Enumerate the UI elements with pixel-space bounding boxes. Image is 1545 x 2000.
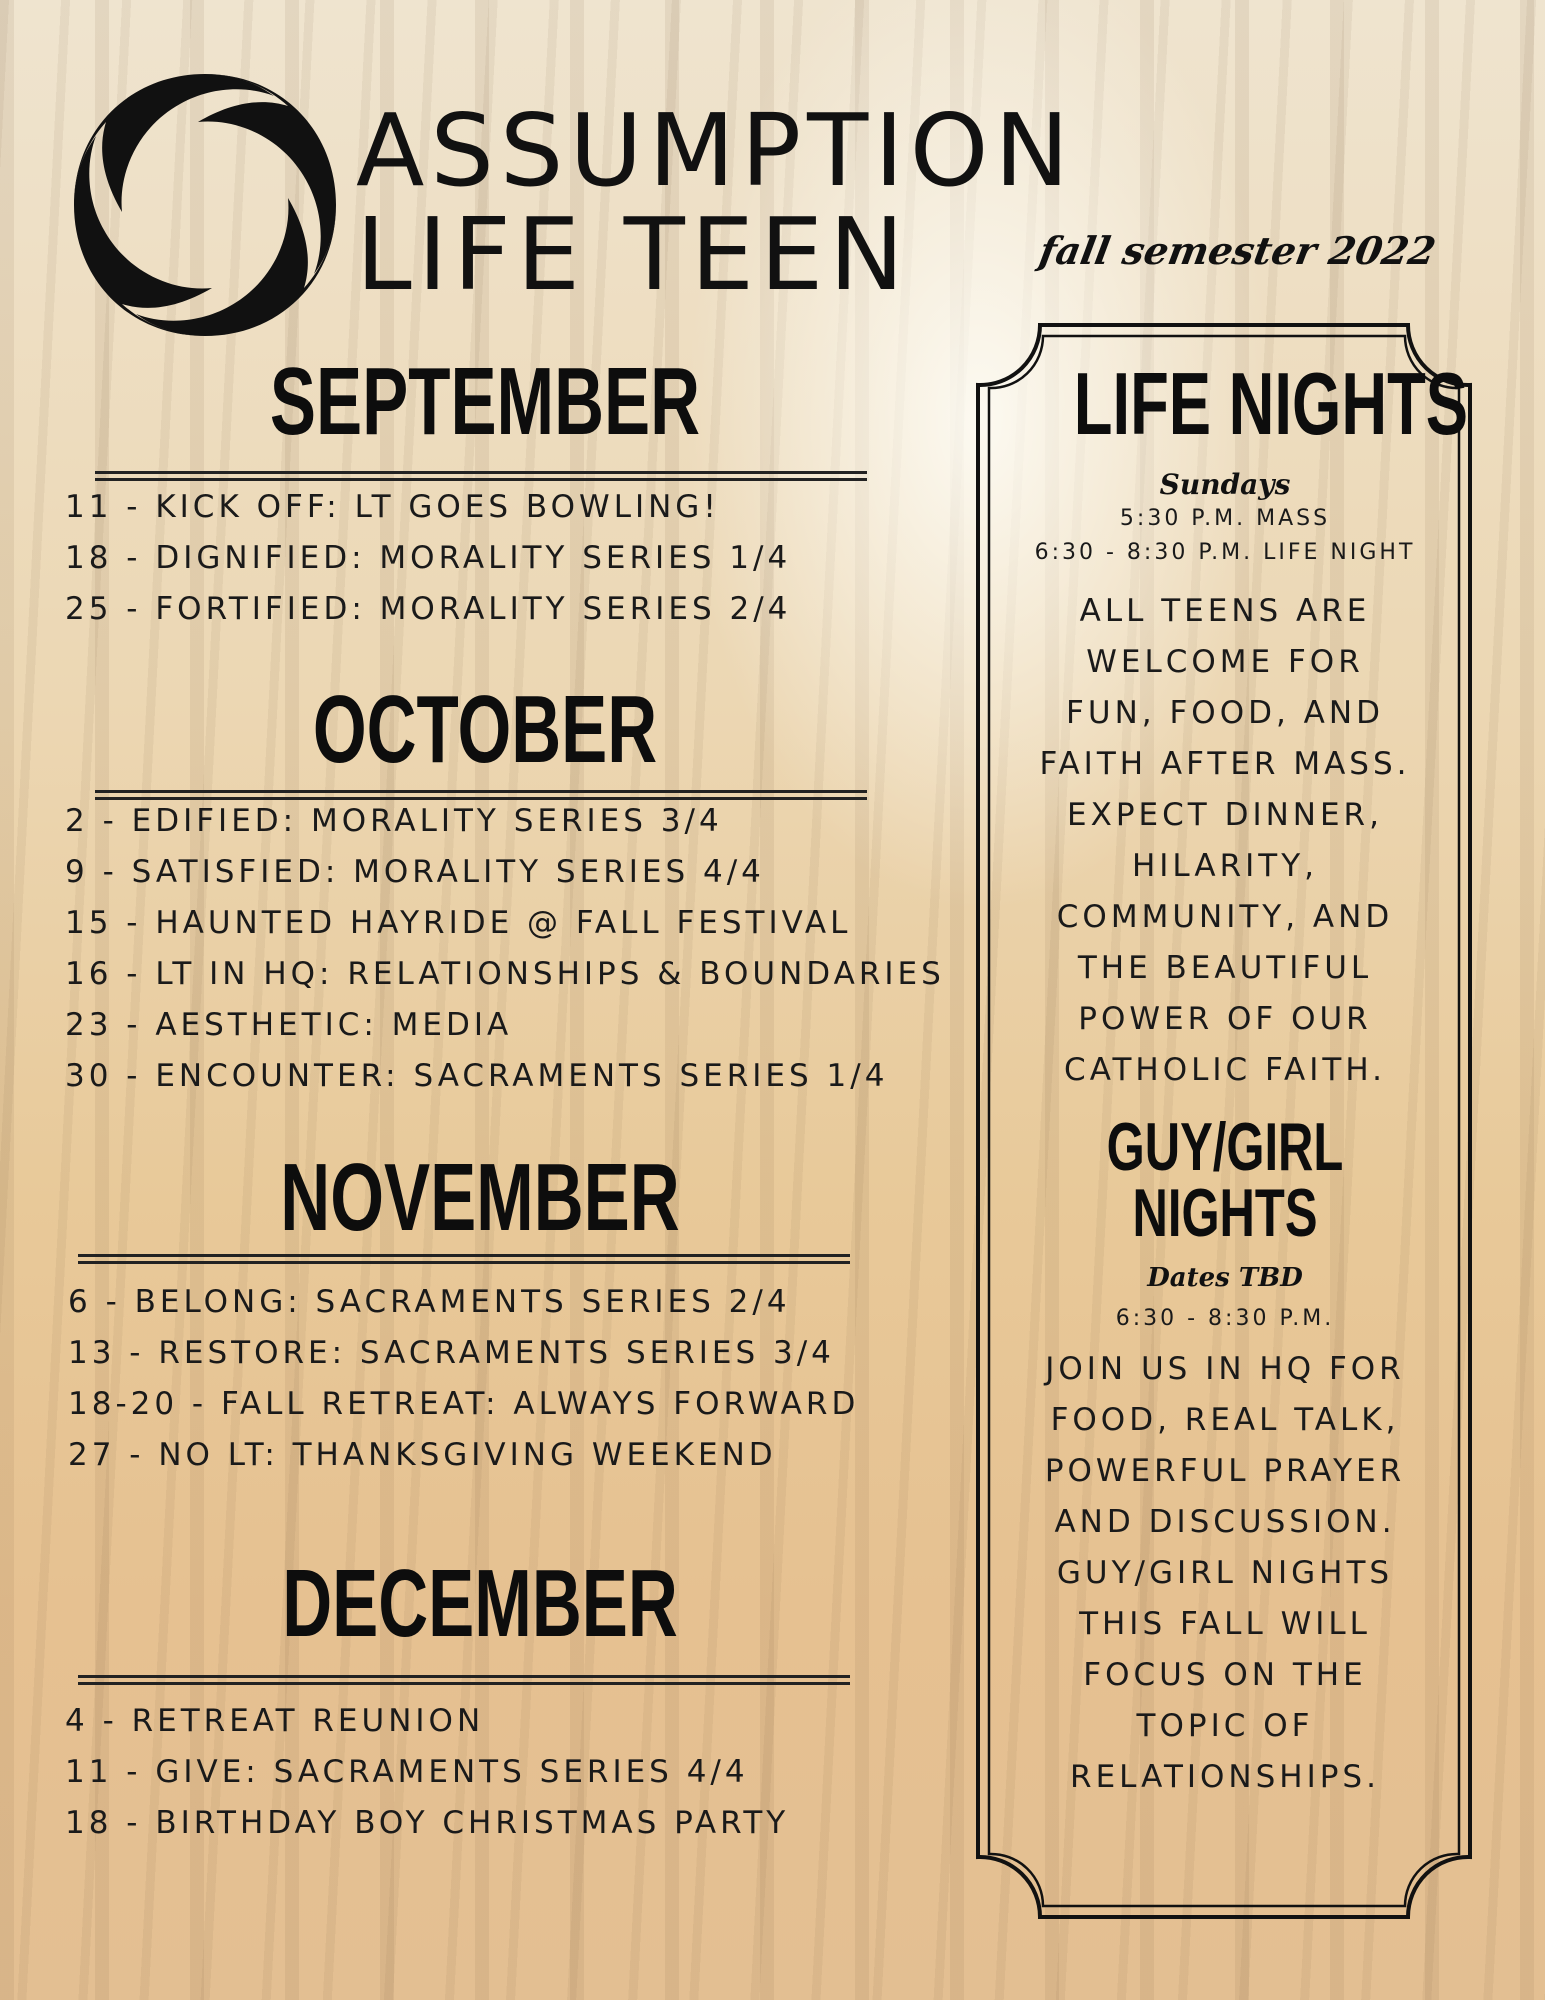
description-line: ALL TEENS ARE (1079, 593, 1371, 629)
divider-november (78, 1254, 850, 1257)
description-line: CATHOLIC FAITH. (1064, 1052, 1386, 1088)
month-heading-november: NOVEMBER (280, 1144, 680, 1251)
event-item: 30 - ENCOUNTER: SACRAMENTS SERIES 1/4 (65, 1058, 889, 1094)
event-list-december (65, 1696, 789, 1849)
event-item: 23 - AESTHETIC: MEDIA (65, 1007, 513, 1043)
life-teen-logo (62, 62, 348, 348)
description-line: AND DISCUSSION. (1054, 1504, 1396, 1540)
life-nights-description (1015, 586, 1435, 1096)
event-list-september (65, 482, 791, 635)
event-list-october (65, 796, 945, 1102)
event-item: 13 - RESTORE: SACRAMENTS SERIES 3/4 (68, 1335, 835, 1371)
description-line: EXPECT DINNER, (1067, 797, 1383, 833)
description-line: FAITH AFTER MASS. (1039, 746, 1411, 782)
description-line: TOPIC OF (1136, 1708, 1314, 1744)
month-heading-october: OCTOBER (312, 676, 658, 783)
guy-girl-nights-title-line1: GUY/GIRL (1106, 1109, 1344, 1185)
description-line: FOOD, REAL TALK, (1050, 1402, 1400, 1438)
event-item: 2 - EDIFIED: MORALITY SERIES 3/4 (65, 803, 723, 839)
event-item: 15 - HAUNTED HAYRIDE @ FALL FESTIVAL (65, 905, 852, 941)
event-item: 9 - SATISFIED: MORALITY SERIES 4/4 (65, 854, 765, 890)
guy-girl-nights-section (1015, 1109, 1435, 1803)
semester-subtitle: fall semester 2022 (1036, 228, 1440, 273)
description-line: COMMUNITY, AND (1056, 899, 1394, 935)
brand-title-line1: ASSUMPTION (356, 92, 1076, 209)
event-item: 18-20 - FALL RETREAT: ALWAYS FORWARD (68, 1386, 860, 1422)
description-line: THE BEAUTIFUL (1077, 950, 1373, 986)
event-item: 4 - RETREAT REUNION (65, 1703, 485, 1739)
event-item: 6 - BELONG: SACRAMENTS SERIES 2/4 (68, 1284, 791, 1320)
description-line: THIS FALL WILL (1079, 1606, 1371, 1642)
guy-girl-nights-time: 6:30 - 8:30 P.M. (1115, 1306, 1335, 1331)
life-nights-day: Sundays (1159, 468, 1291, 501)
divider-september (95, 471, 867, 474)
divider-december (78, 1675, 850, 1678)
life-nights-title: LIFE NIGHTS (1073, 354, 1469, 453)
description-line: FOCUS ON THE (1083, 1657, 1367, 1693)
description-line: RELATIONSHIPS. (1070, 1759, 1380, 1795)
guy-girl-nights-description (1015, 1344, 1435, 1803)
event-item: 11 - KICK OFF: LT GOES BOWLING! (65, 489, 720, 525)
description-line: HILARITY, (1131, 848, 1319, 884)
description-line: FUN, FOOD, AND (1066, 695, 1384, 731)
event-list-november (68, 1277, 859, 1481)
guy-girl-nights-title-line2: NIGHTS (1132, 1175, 1318, 1251)
description-line: WELCOME FOR (1086, 644, 1364, 680)
event-item: 11 - GIVE: SACRAMENTS SERIES 4/4 (65, 1754, 749, 1790)
description-line: POWERFUL PRAYER (1044, 1453, 1406, 1489)
life-nights-time-night: 6:30 - 8:30 P.M. LIFE NIGHT (1034, 540, 1416, 565)
divider-october (95, 790, 867, 793)
event-item: 18 - DIGNIFIED: MORALITY SERIES 1/4 (65, 540, 792, 576)
event-item: 18 - BIRTHDAY BOY CHRISTMAS PARTY (65, 1805, 790, 1841)
brand-title-line2: LIFE TEEN (356, 196, 910, 313)
event-item: 16 - LT IN HQ: RELATIONSHIPS & BOUNDARIES (65, 956, 945, 992)
month-heading-december: DECEMBER (282, 1550, 678, 1657)
description-line: POWER OF OUR (1078, 1001, 1372, 1037)
month-heading-september: SEPTEMBER (269, 348, 701, 455)
life-nights-section (1015, 352, 1469, 1803)
life-nights-time-mass: 5:30 P.M. MASS (1119, 506, 1331, 531)
description-line: JOIN US IN HQ FOR (1045, 1351, 1405, 1387)
event-item: 27 - NO LT: THANKSGIVING WEEKEND (68, 1437, 777, 1473)
description-line: GUY/GIRL NIGHTS (1056, 1555, 1394, 1591)
guy-girl-nights-dates: Dates TBD (1147, 1263, 1303, 1293)
info-panel (975, 322, 1473, 1920)
event-item: 25 - FORTIFIED: MORALITY SERIES 2/4 (65, 591, 792, 627)
